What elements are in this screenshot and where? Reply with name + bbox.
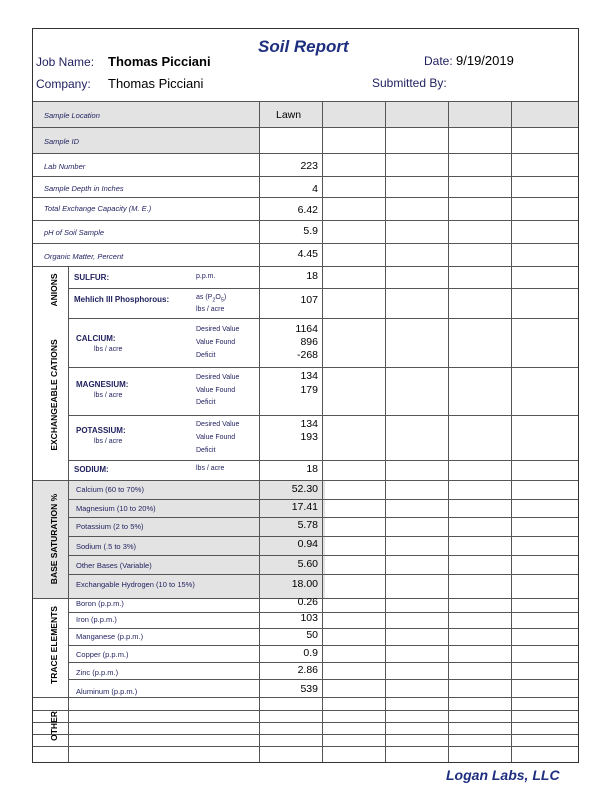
grid-column-line [511, 101, 512, 762]
grid-row-line [33, 710, 578, 711]
grid-row-line [33, 734, 578, 735]
desired-potassium: 134 [300, 418, 318, 430]
deficit-label-magnesium: Deficit [196, 399, 216, 406]
label-sulfur: SULFUR: [74, 273, 110, 282]
grid-row-line [33, 722, 578, 723]
value-ph: 5.9 [303, 225, 318, 237]
grid-row-line [33, 101, 578, 102]
value-copper: 0.9 [303, 647, 318, 659]
desired-label-potassium: Desired Value [196, 421, 240, 428]
unit-phosphorous-formula [196, 294, 226, 303]
value-organic-matter: 4.45 [297, 248, 318, 260]
label-bs-sodium: Sodium (.5 to 3%) [76, 542, 137, 551]
desired-label-magnesium: Desired Value [196, 374, 240, 381]
grid-row-line [68, 415, 578, 416]
grid-row-line [68, 318, 578, 319]
value-bs-potassium: 5.78 [297, 519, 318, 531]
unit-potassium: lbs / acre [94, 438, 123, 445]
value-bs-hydrogen: 18.00 [291, 578, 318, 590]
company-label: Company: [36, 77, 91, 91]
formula-close: ) [223, 294, 227, 301]
grid-row-line [68, 367, 578, 368]
found-label-potassium: Value Found [196, 434, 236, 441]
value-bs-calcium: 52.30 [291, 483, 318, 495]
value-bs-sodium: 0.94 [297, 538, 318, 550]
label-potassium: POTASSIUM: [76, 426, 126, 435]
unit-magnesium: lbs / acre [94, 392, 123, 399]
grid-row-line [68, 288, 578, 289]
found-label-calcium: Value Found [196, 339, 236, 346]
label-sample-location: Sample Location [44, 111, 100, 120]
grid-row-line [33, 266, 578, 267]
grid-column-line [385, 101, 386, 762]
shade-sample-location [33, 101, 578, 127]
job-name-label: Job Name: [36, 55, 95, 69]
group-trace-elements: TRACE ELEMENTS [49, 606, 59, 684]
desired-magnesium: 134 [300, 370, 318, 382]
grid-row-line [68, 536, 578, 537]
label-lab-number: Lab Number [44, 162, 86, 171]
found-label-magnesium: Value Found [196, 387, 236, 394]
label-calcium: CALCIUM: [76, 334, 116, 343]
formula-sub-5: 5 [220, 297, 224, 304]
unit-sodium: lbs / acre [196, 465, 225, 472]
label-exchange-capacity: Total Exchange Capacity (M. E.) [44, 204, 152, 213]
deficit-calcium: -268 [296, 349, 318, 361]
grid-row-line [33, 176, 578, 177]
value-lab-number: 223 [300, 160, 318, 172]
value-aluminum: 539 [300, 683, 318, 695]
label-bs-magnesium: Magnesium (10 to 20%) [76, 504, 156, 513]
label-magnesium: MAGNESIUM: [76, 380, 129, 389]
formula-sub-2: 2 [212, 297, 216, 304]
value-zinc: 2.86 [297, 664, 318, 676]
grid-row-line [33, 153, 578, 154]
job-name-value: Thomas Picciani [108, 54, 211, 69]
value-sulfur: 18 [306, 270, 318, 282]
label-copper: Copper (p.p.m.) [76, 650, 129, 659]
value-bs-other-bases: 5.60 [297, 558, 318, 570]
grid-row-line [68, 679, 578, 680]
value-sodium: 18 [306, 463, 318, 475]
found-calcium: 896 [300, 336, 318, 348]
value-boron: 0.26 [297, 596, 318, 608]
group-base-saturation: BASE SATURATION % [49, 493, 59, 585]
footer-company: Logan Labs, LLC [446, 767, 560, 783]
grid-column-line [448, 101, 449, 762]
grid-row-line [33, 243, 578, 244]
label-iron: Iron (p.p.m.) [76, 615, 117, 624]
formula-o: O [215, 294, 221, 301]
value-sample-location: Lawn [276, 109, 302, 121]
grid-row-line [68, 460, 578, 461]
found-magnesium: 179 [300, 384, 318, 396]
grid-row-line [33, 697, 578, 698]
label-phosphorous: Mehlich III Phosphorous: [74, 295, 170, 304]
value-phosphorous: 107 [300, 294, 318, 306]
label-aluminum: Aluminum (p.p.m.) [76, 687, 138, 696]
group-other: OTHER [49, 711, 59, 741]
grid-row-line [68, 662, 578, 663]
label-bs-potassium: Potassium (2 to 5%) [76, 522, 144, 531]
label-bs-hydrogen: Exchangable Hydrogen (10 to 15%) [76, 580, 195, 589]
found-potassium: 193 [300, 431, 318, 443]
label-ph: pH of Soil Sample [44, 228, 105, 237]
date-value: 9/19/2019 [456, 53, 514, 68]
label-sodium: SODIUM: [74, 465, 109, 474]
grid-row-line [68, 612, 578, 613]
formula-prefix: as (P [196, 294, 213, 301]
label-manganese: Manganese (p.p.m.) [76, 632, 144, 641]
grid-row-line [68, 645, 578, 646]
unit-phosphorous-lbs: lbs / acre [196, 306, 225, 313]
report-title: Soil Report [258, 37, 349, 56]
group-exchangeable-cations: EXCHANGEABLE CATIONS [49, 339, 59, 451]
label-bs-other-bases: Other Bases (Variable) [76, 561, 152, 570]
deficit-label-potassium: Deficit [196, 447, 216, 454]
grid-row-line [68, 499, 578, 500]
group-anions: ANIONS [49, 273, 59, 307]
value-sample-depth: 4 [312, 183, 318, 195]
grid-row-line [68, 628, 578, 629]
grid-row-line [68, 574, 578, 575]
grid-row-line [33, 197, 578, 198]
label-sample-depth: Sample Depth in Inches [44, 184, 124, 193]
value-iron: 103 [300, 612, 318, 624]
label-organic-matter: Organic Matter, Percent [44, 252, 124, 261]
unit-calcium: lbs / acre [94, 346, 123, 353]
grid-row-line [33, 480, 578, 481]
desired-calcium: 1164 [295, 323, 318, 335]
desired-label-calcium: Desired Value [196, 326, 240, 333]
value-bs-magnesium: 17.41 [291, 501, 318, 513]
grid-row-line [68, 517, 578, 518]
group-column-line [68, 266, 69, 762]
unit-sulfur: p.p.m. [196, 273, 216, 280]
label-bs-calcium: Calcium (60 to 70%) [76, 485, 144, 494]
grid-row-line [33, 746, 578, 747]
grid-row-line [33, 220, 578, 221]
date-label: Date: [424, 54, 453, 68]
label-sample-id: Sample ID [44, 137, 80, 146]
deficit-label-calcium: Deficit [196, 352, 216, 359]
grid-row-line [33, 127, 578, 128]
label-zinc: Zinc (p.p.m.) [76, 668, 119, 677]
value-exchange-capacity: 6.42 [297, 204, 318, 216]
grid-row-line [68, 555, 578, 556]
value-manganese: 50 [306, 629, 318, 641]
label-boron: Boron (p.p.m.) [76, 599, 124, 608]
grid-column-line [322, 101, 323, 762]
company-value: Thomas Picciani [108, 76, 204, 91]
submitted-by-label: Submitted By: [372, 76, 447, 90]
